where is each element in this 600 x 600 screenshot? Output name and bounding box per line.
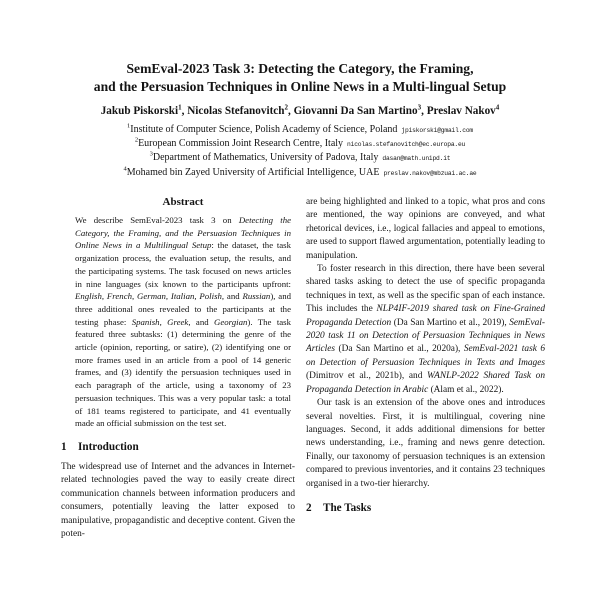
right-column — [306, 196, 545, 522]
affiliation-block — [0, 123, 600, 180]
author — [427, 105, 500, 117]
body-paragraph: To foster research in this direction, there have been several shared tasks asking to detect the use of specific propaganda techniques in text, as well as the specific span of each instance. This includes the NLP4IF-2019 shared task on Fine-Grained Propaganda Detection (Da San Martino et al., 2019), SemEval-2020 task 11 on Detection of Persuasion Techniques in News Articles (Da San Martino et al., 2020a), SemEval-2021 task 6 on Detection of Persuasion Techniques in Texts and Images (Dimitrov et al., 2021b), and WANLP-2022 Shared Task on Propaganda Detection in Arabic (Alam et al., 2022). — [306, 264, 545, 395]
abstract-section — [75, 196, 291, 430]
paper-title-line-1: SemEval-2023 Task 3: Detecting the Category, the Framing, — [126, 61, 474, 76]
section-heading-introduction — [61, 441, 295, 453]
author-name: Nicolas Stefanovitch — [187, 105, 285, 117]
affiliation-text: Institute of Computer Science, Polish Academy of Science, Poland — [130, 124, 398, 135]
email-address: jpiskorski@gmail.com — [401, 127, 473, 134]
author — [294, 105, 427, 117]
affiliation-line — [0, 166, 600, 180]
paper-title-line-2: and the Persuasion Techniques in Online News in a Multi-lingual Setup — [93, 78, 507, 94]
affiliation-line — [0, 151, 600, 165]
affiliation-text: European Commission Joint Research Centre, Italy — [138, 138, 344, 150]
section-number: 2 — [306, 501, 312, 514]
section-heading-the-tasks — [306, 502, 545, 514]
affiliation-marker: 1 — [127, 122, 131, 130]
author-separator: , — [181, 105, 188, 117]
body-paragraph: are being highlighted and linked to a topic, what pros and cons are mentioned, the way opinions are conveyed, and what rhetorical devices, i.e., logical fallacies and appeal to emotions, are used to support flawed argumentation, potentially leading to manipulation. — [306, 197, 545, 261]
author-affiliation-marker: 2 — [284, 103, 288, 112]
title-block — [0, 60, 600, 95]
author-name: Giovanni Da San Martino — [293, 105, 418, 117]
affiliation-line — [0, 137, 600, 151]
affiliation-text: Mohamed bin Zayed University of Artificial Intelligence, UAE — [126, 166, 380, 178]
affiliation-marker: 4 — [123, 165, 127, 173]
author-line — [0, 105, 600, 117]
affiliation-text: Department of Mathematics, University of Padova, Italy — [152, 152, 379, 164]
introduction-paragraph: The widespread use of Internet and the advances in Internet-related technologies paved the way to easily create direct communication channels between information producers and consumers, potentially leaving the latter exposed to manipulative, propagandistic and deceptive content. Given the poten- — [61, 461, 295, 539]
author-name: Preslav Nakov — [426, 105, 496, 117]
affiliation-marker: 3 — [149, 151, 153, 159]
body-paragraph: Our task is an extension of the above ones and introduces several novelties. First, it is multilingual, covering nine languages. Second, it adds additional dimensions for better news understanding, i.e., framing and news genre detection. Finally, our taxonomy of persuasion techniques is an extension compared to previous inventories, and it contains 23 techniques organised in a two-tier hierarchy. — [306, 398, 545, 489]
author-separator: , — [421, 105, 427, 117]
abstract-heading: Abstract — [162, 196, 204, 208]
author-separator: , — [287, 105, 294, 117]
author — [101, 105, 188, 117]
author — [187, 105, 293, 117]
email-address: dasan@math.unipd.it — [382, 155, 451, 163]
author-affiliation-marker: 1 — [178, 103, 182, 112]
affiliation-marker: 2 — [134, 136, 139, 144]
left-column — [61, 196, 295, 541]
section-title: The Tasks — [323, 501, 372, 514]
section-number: 1 — [61, 440, 67, 453]
abstract-text: We describe SemEval-2023 task 3 on Detecting the Category, the Framing, and the Persuasion Techniques in Online News in a Multilingual Setup: the dataset, the task organization process, the evaluation setup, the results, and the participating systems. The task focused on news articles in nine languages (six known to the participants upfront: English, French, German, Italian, Polish, and Russian), and three additional ones revealed to the participants at the testing phase: Spanish, Greek, and Georgian). The task featured three subtasks: (1) determining the genre of the article (opinion, reporting, or satire), (2) identifying one or more frames used in an article from a pool of 14 generic frames, and (3) identify the persuasion techniques used in each paragraph of the article, using a taxonomy of 23 persuasion techniques. This was a very popular task: a total of 181 teams registered to participate, and 41 eventually made an official submission on the test set. — [75, 215, 291, 429]
affiliation-line — [0, 123, 600, 137]
section-title: Introduction — [78, 440, 139, 453]
author-affiliation-marker: 4 — [495, 103, 500, 112]
author-name: Jakub Piskorski — [100, 105, 179, 117]
email-address: preslav.nakov@mbzuai.ac.ae — [383, 169, 477, 177]
email-address: nicolas.stefanovitch@ec.europa.eu — [347, 141, 466, 149]
author-affiliation-marker: 3 — [417, 103, 422, 112]
